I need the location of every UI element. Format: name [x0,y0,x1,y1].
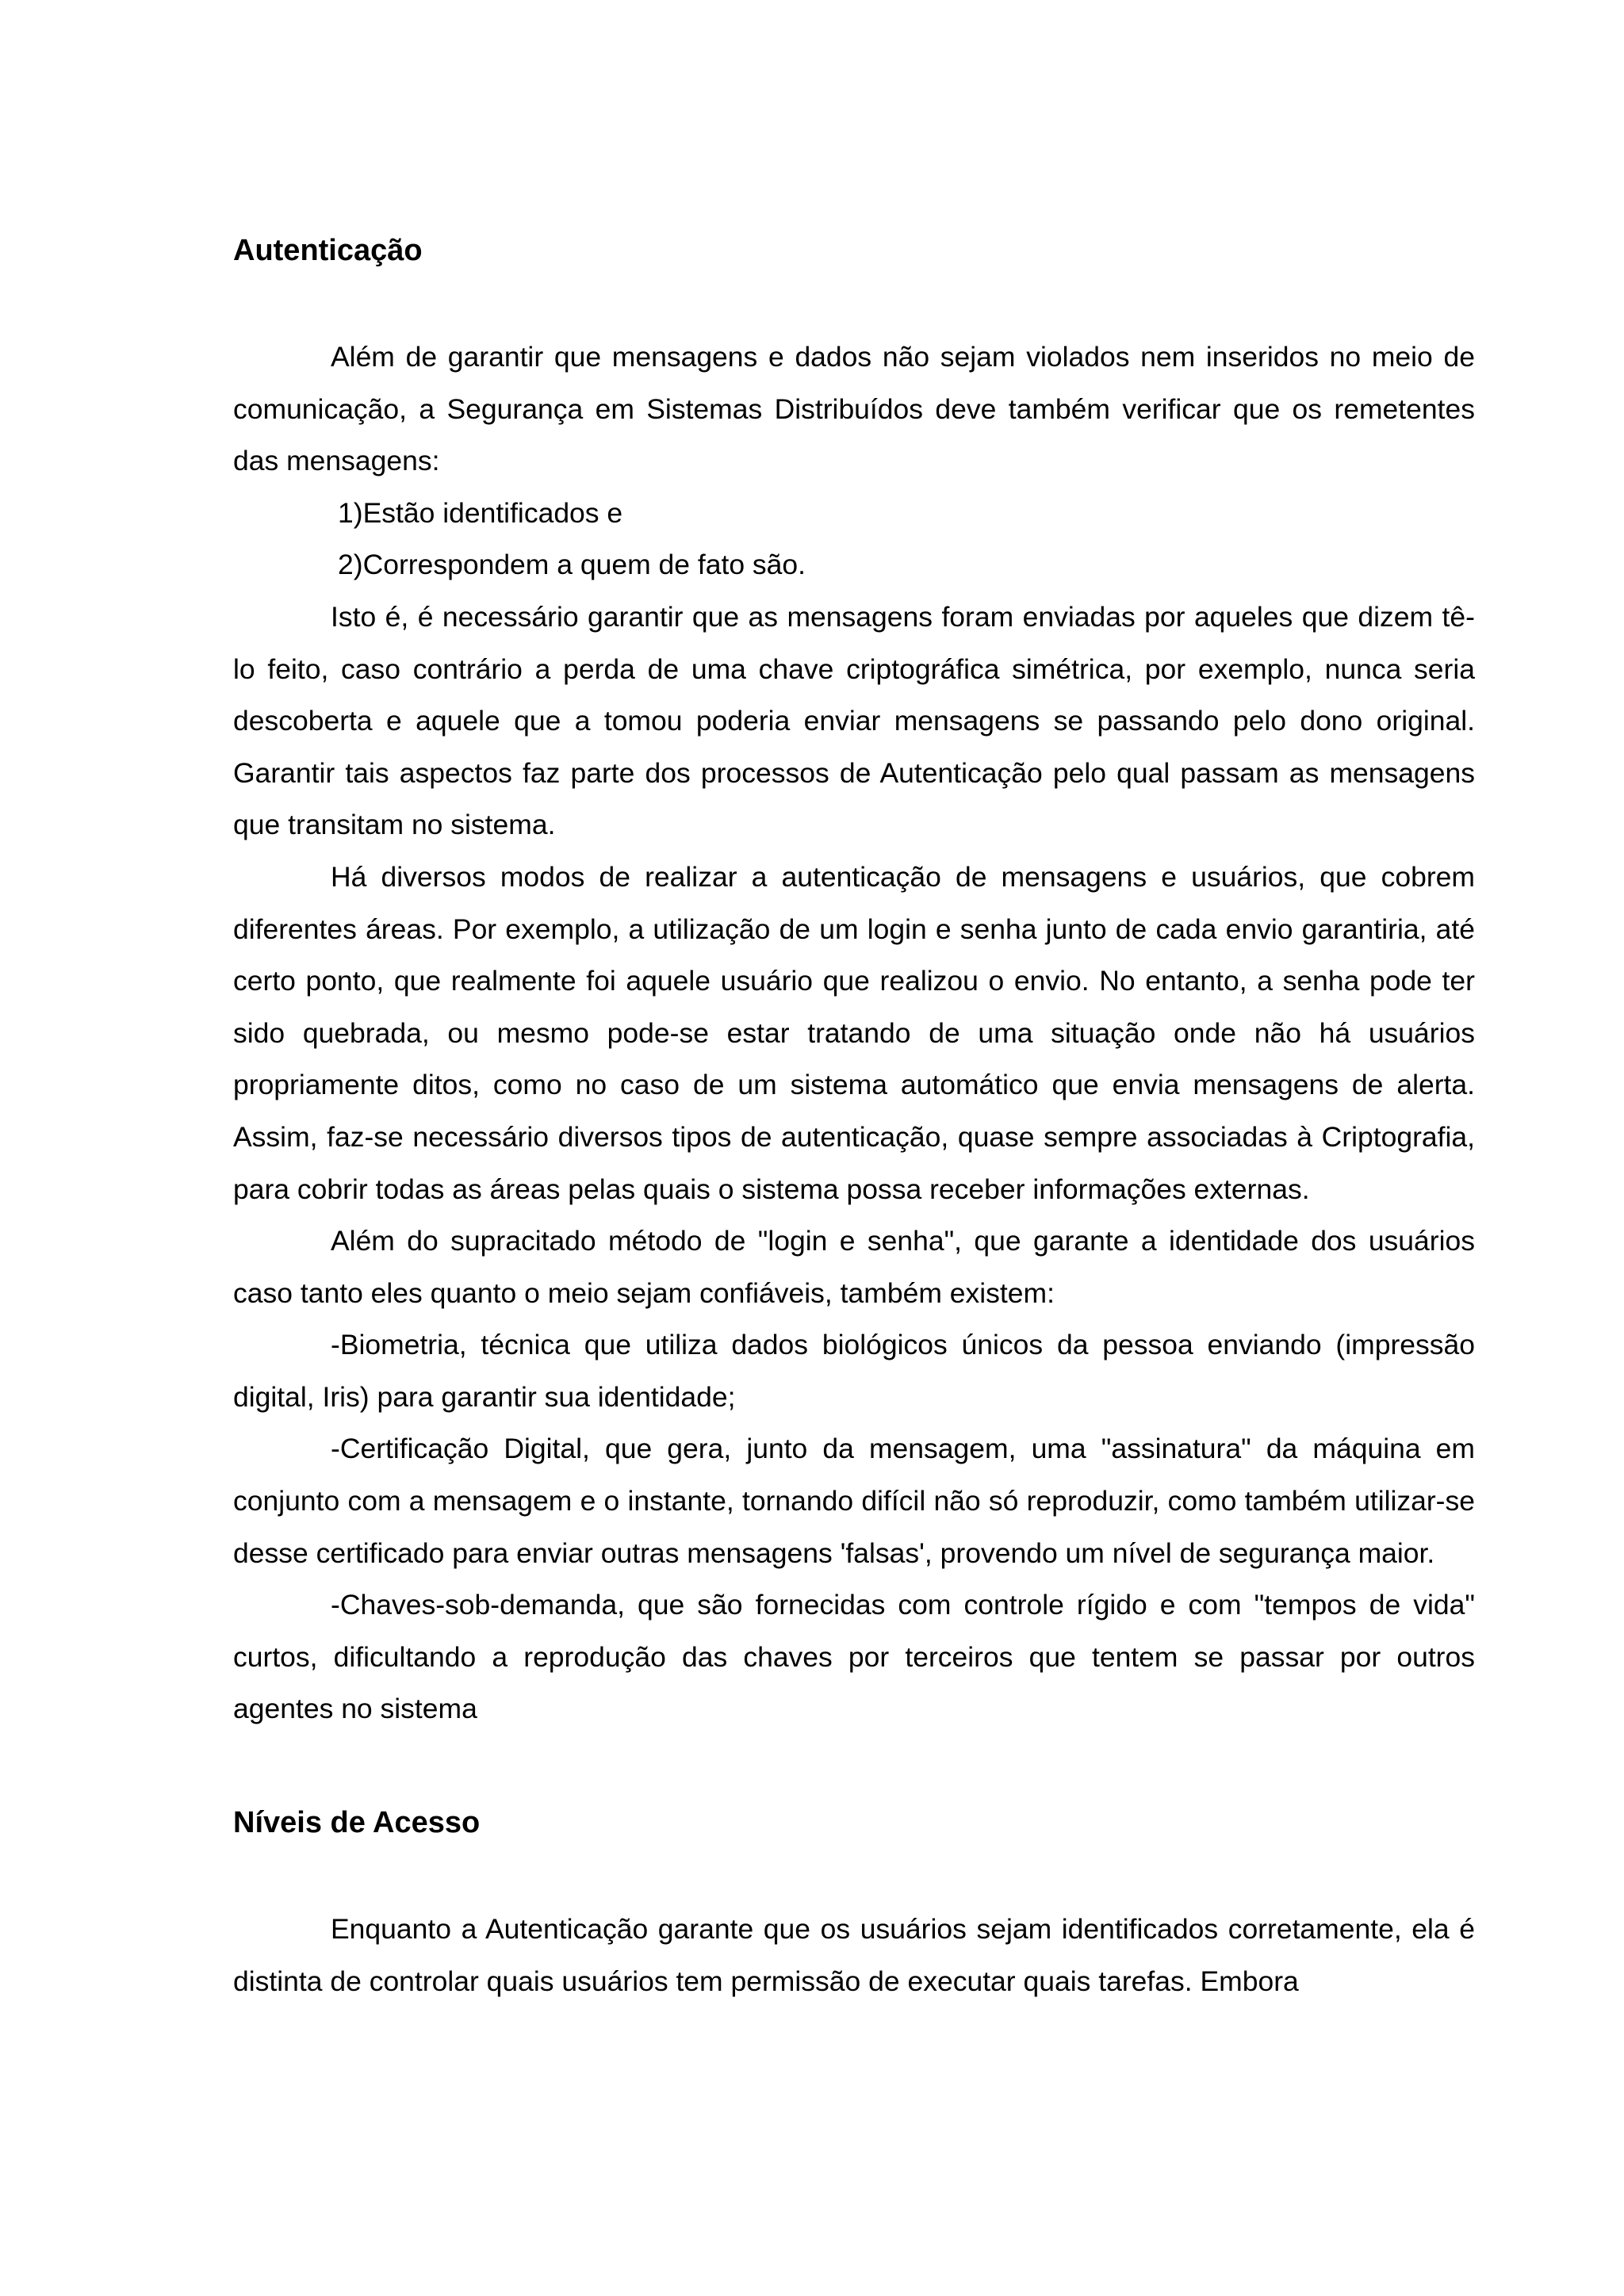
list-item: 2)Correspondem a quem de fato são. [338,549,806,581]
section-heading-autenticacao: Autenticação [233,234,423,267]
document-body [233,227,1475,2007]
paragraph: -Biometria, técnica que utiliza dados biológicos únicos da pessoa enviando (impressão digital, Iris) para garantir sua identidade; [233,1329,1475,1413]
paragraph: Além de garantir que mensagens e dados não sejam violados nem inseridos no meio de comunicação, a Segurança em Sistemas Distribuídos deve também verificar que os remetentes das mensagens: [233,341,1475,477]
paragraph: Há diversos modos de realizar a autenticação de mensagens e usuários, que cobrem diferentes áreas. Por exemplo, a utilização de um login e senha junto de cada envio garantiria, até certo ponto, que realmente foi aquele usuário que realizou o envio. No entanto, a senha pode ter sido quebrada, ou mesmo pode-se estar tratando de uma situação onde não há usuários propriamente ditos, como no caso de um sistema automático que envia mensagens de alerta. Assim, faz-se necessário diversos tipos de autenticação, quase sempre associadas à Criptografia, para cobrir todas as áreas pelas quais o sistema possa receber informações externas. [233,860,1475,1205]
paragraph: Isto é, é necessário garantir que as mensagens foram enviadas por aqueles que dizem tê-lo feito, caso contrário a perda de uma chave criptográfica simétrica, por exemplo, nunca seria descoberta e aquele que a tomou poderia enviar mensagens se passando pelo dono original. Garantir tais aspectos faz parte dos processos de Autenticação pelo qual passam as mensagens que transitam no sistema. [233,600,1475,841]
paragraph: -Certificação Digital, que gera, junto da mensagem, uma "assinatura" da máquina em conjunto com a mensagem e o instante, tornando difícil não só reproduzir, como também utilizar-se desse certificado para enviar outras mensagens 'falsas', provendo um nível de segurança maior. [233,1433,1475,1569]
paragraph: Além do supracitado método de "login e senha", que garante a identidade dos usuários caso tanto eles quanto o meio sejam confiáveis, também existem: [233,1225,1475,1309]
section-heading-niveis-de-acesso: Níveis de Acesso [233,1806,481,1840]
paragraph: Enquanto a Autenticação garante que os usuários sejam identificados corretamente, ela é distinta de controlar quais usuários tem permissão de executar quais tarefas. Embora [233,1913,1475,1997]
paragraph: -Chaves-sob-demanda, que são fornecidas com controle rígido e com "tempos de vida" curtos, dificultando a reprodução das chaves por terceiros que tentem se passar por outros agentes no sistema [233,1589,1475,1725]
list-item: 1)Estão identificados e [338,496,623,529]
